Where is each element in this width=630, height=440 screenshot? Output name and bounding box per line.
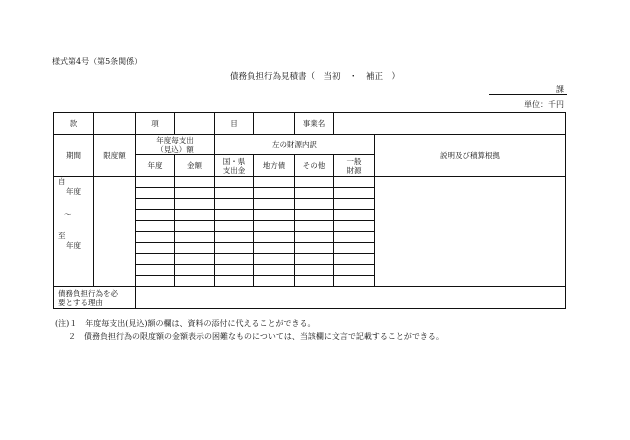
term-from-label: 自 [58,177,66,186]
general-cell[interactable] [334,254,375,265]
pref-cell[interactable] [215,199,254,210]
amount-cell[interactable] [175,210,215,221]
year-cell[interactable] [136,188,175,199]
unit-label: 単位：千円 [524,100,564,109]
pref-cell[interactable] [215,232,254,243]
general-cell[interactable] [334,265,375,276]
other-cell[interactable] [295,254,334,265]
other-cell[interactable] [295,243,334,254]
annual-expenditure-header: 年度毎支出 （見込）額 [136,135,215,155]
moku-value[interactable] [254,113,295,135]
table-row [54,177,566,188]
national-prefectural-header: 国・県 支出金 [215,155,254,177]
amount-cell[interactable] [175,221,215,232]
amount-cell[interactable] [175,188,215,199]
header-row-1 [54,135,566,155]
pref-cell[interactable] [215,243,254,254]
amount-cell[interactable] [175,177,215,188]
note-1: (注)１ 年度毎支出(見込)額の欄は、資料の添付に代えることができる。 [55,319,316,328]
pref-cell[interactable] [215,177,254,188]
term-to-year-label: 年度 [66,241,81,250]
pref-cell[interactable] [215,265,254,276]
bond-cell[interactable] [254,232,295,243]
bond-cell[interactable] [254,210,295,221]
other-cell[interactable] [295,199,334,210]
year-cell[interactable] [136,276,175,287]
project-name-value[interactable] [334,113,566,135]
other-cell[interactable] [295,221,334,232]
general-cell[interactable] [334,188,375,199]
explanation-header: 説明及び積算根拠 [375,135,566,177]
project-name-label: 事業名 [295,113,334,135]
amount-cell[interactable] [175,232,215,243]
pref-cell[interactable] [215,254,254,265]
general-revenue-header: 一般 財源 [334,155,375,177]
year-cell[interactable] [136,232,175,243]
year-cell[interactable] [136,221,175,232]
explanation-cell[interactable] [375,177,566,287]
general-cell[interactable] [334,221,375,232]
bond-cell[interactable] [254,265,295,276]
year-cell[interactable] [136,243,175,254]
other-cell[interactable] [295,177,334,188]
term-tilde: ～ [64,210,72,219]
general-cell[interactable] [334,177,375,188]
note-2: ２ 債務負担行為の限度額の金額表示の困難なものについては、当該欄に文言で記載することができる。 [68,332,444,341]
document-title: 債務負担行為見積書（ 当初 ・ 補正 ） [229,72,400,82]
bond-cell[interactable] [254,276,295,287]
bond-cell[interactable] [254,188,295,199]
bond-cell[interactable] [254,177,295,188]
year-cell[interactable] [136,265,175,276]
general-cell[interactable] [334,276,375,287]
general-cell[interactable] [334,210,375,221]
general-cell[interactable] [334,232,375,243]
year-cell[interactable] [136,254,175,265]
amount-header: 金額 [175,155,215,177]
amount-cell[interactable] [175,265,215,276]
amount-cell[interactable] [175,199,215,210]
pref-cell[interactable] [215,210,254,221]
year-cell[interactable] [136,199,175,210]
term-from-year-label: 年度 [66,187,81,196]
reason-value[interactable] [136,287,566,309]
general-cell[interactable] [334,199,375,210]
bond-cell[interactable] [254,221,295,232]
limit-value-cell[interactable] [94,177,136,287]
estimate-table [53,112,566,309]
other-cell[interactable] [295,188,334,199]
bond-cell[interactable] [254,254,295,265]
pref-cell[interactable] [215,221,254,232]
classification-row [54,113,566,135]
moku-label: 目 [215,113,254,135]
kou-value[interactable] [175,113,215,135]
reason-label: 債務負担行為を必 要とする理由 [54,287,136,309]
year-cell[interactable] [136,210,175,221]
bond-cell[interactable] [254,243,295,254]
local-bond-header: 地方債 [254,155,295,177]
form-number: 様式第4号（第5条関係） [52,57,143,66]
bond-cell[interactable] [254,199,295,210]
year-cell[interactable] [136,177,175,188]
pref-cell[interactable] [215,188,254,199]
year-header: 年度 [136,155,175,177]
other-header: その他 [295,155,334,177]
kan-label: 款 [54,113,94,135]
period-header: 期間 [54,135,94,177]
amount-cell[interactable] [175,254,215,265]
amount-cell[interactable] [175,276,215,287]
pref-cell[interactable] [215,276,254,287]
other-cell[interactable] [295,232,334,243]
department-label: 課 [556,85,564,94]
funding-breakdown-header: 左の財源内訳 [215,135,375,155]
amount-cell[interactable] [175,243,215,254]
other-cell[interactable] [295,265,334,276]
term-to-label: 至 [58,231,66,240]
other-cell[interactable] [295,210,334,221]
general-cell[interactable] [334,243,375,254]
other-cell[interactable] [295,276,334,287]
kou-label: 項 [136,113,175,135]
limit-header: 限度額 [94,135,136,177]
kan-value[interactable] [94,113,136,135]
term-cell [54,177,94,287]
reason-row [54,287,566,309]
